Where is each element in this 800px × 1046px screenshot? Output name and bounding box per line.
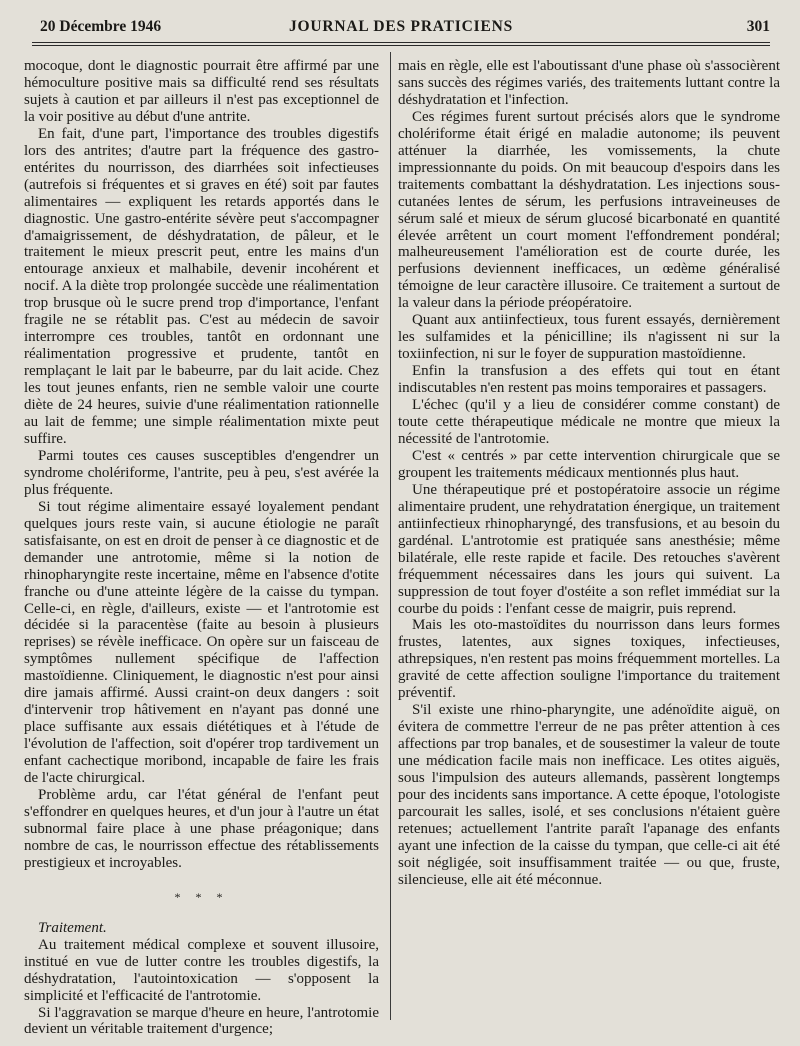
paragraph: C'est « centrés » par cette intervention chirurgicale que se groupent les traitements médicaux mentionnés plus haut. [398,447,780,481]
paragraph: Parmi toutes ces causes susceptibles d'engendrer un syndrome cholériforme, l'antrite, peu à peu, s'est avérée la plus fréquente. [24,447,379,498]
paragraph: Ces régimes furent surtout précisés alors que le syndrome cholériforme était érigé en maladie autonome; ils peuvent atténuer la diarrhée, les vomissements, la chute impressionnante du poids. On mit beaucoup d'espoirs dans les traitements combattant la déshydratation. Les injections sous-cutanées lentes de sérum, les perfusions intraveineuses de sérum salé et mieux de sérum glucosé bicarbonaté en quantité élevée arrêtent un court moment l'effondrement pondéral; malheureusement l'amélioration est de courte durée, les perfusions deviennent inefficaces, un œdème généralisé témoigne de leur caractère illusoire. Ce traitement a surtout de la valeur dans la période préopératoire. [398,108,780,312]
column-divider [390,52,391,1020]
header-page-number: 301 [746,18,770,35]
paragraph: Si tout régime alimentaire essayé loyalement pendant quelques jours reste vain, si aucune étiologie ne paraît satisfaisante, on est en droit de penser à ce diagnostic et de demander une antrotomie, même si la notion de rhinopharyngite reste incertaine, même en l'absence d'otite franche ou d'une atteinte légère de la caisse du tympan. Celle-ci, en règle, d'ailleurs, existe — et l'antrotomie est décidée si la paracentèse (faite au besoin à plusieurs reprises) se révèle inefficace. On opère sur un faisceau de symptômes nullement spécifique de l'affection mastoïdienne. Cliniquement, le diagnostic n'est pour ainsi dire jamais affirmé. Aussi craint-on deux dangers : soit d'intervenir trop hâtivement en n'ayant pas donné une place suffisante aux essais diététiques et à l'étude de l'évolution de l'affection, soit d'opérer trop tardivement un enfant cachectique moribond, incapable de faire les frais de l'acte chirurgical. [24,498,379,787]
running-header [32,18,770,38]
paragraph: mais en règle, elle est l'aboutissant d'une phase où s'associèrent sans succès des régimes variés, des traitements luttant contre la déshydratation et l'infection. [398,58,780,108]
header-date: 20 Décembre 1946 [40,18,162,35]
paragraph: mocoque, dont le diagnostic pourrait être affirmé par une hémoculture positive mais sa difficulté rend ses résultats sujets à caution et par ailleurs il n'est pas exceptionnel de la voir positive au début d'une antrite. [24,58,379,125]
paragraph: Problème ardu, car l'état général de l'enfant peut s'effondrer en quelques heures, et d'un jour à l'autre un état subnormal faire place à une phase préagonique; dans nombre de cas, le nourrisson effectue des rétablissements prestigieux et incroyables. [24,786,379,871]
section-separator-stars: * * * [174,889,229,904]
header-journal-title: JOURNAL DES PRATICIENS [288,18,514,35]
left-column [24,58,379,1038]
paragraph: L'échec (qu'il y a lieu de considérer comme constant) de toute cette thérapeutique médicale ne montre que mieux la nécessité de l'antrotomie. [398,397,780,447]
paragraph: S'il existe une rhino-pharyngite, une adénoïdite aiguë, on évitera de commettre l'erreur de ne pas prêter attention à ces affections par trop banales, et de sousestimer la valeur de toute une médication facile mais non inefficace. Les otites aiguës, sous l'impulsion des auteurs allemands, passèrent longtemps pour des incidents sans importance. A cette époque, l'otologiste parcourait les salles, isolé, et ses conclusions n'étaient guère retenues; actuellement l'antrite paraît l'apanage des enfants ayant une infection de la caisse du tympan, que celle-ci ait été soit négligée, soit insuffisamment traitée — ou que, fruste, silencieuse, elle ait été méconnue. [398,702,780,888]
paragraph: Enfin la transfusion a des effets qui tout en étant indiscutables n'en restent pas moins temporaires et passagers. [398,363,780,397]
section-title: Traitement. [38,919,107,936]
header-rule-thin [32,45,770,46]
paragraph: Au traitement médical complexe et souvent illusoire, institué en vue de lutter contre les troubles digestifs, la déshydratation, l'autointoxication — s'opposent la simplicité et l'efficacité de l'antrotomie. [24,936,379,1004]
paragraph: En fait, d'une part, l'importance des troubles digestifs lors des antrites; d'autre part la fréquence des gastro-entérites du nourrisson, des diarrhées soit infectieuses (autrefois si fréquentes et si graves en été) soit par fautes alimentaires — expliquent les retards apportés dans le diagnostic. Une gastro-entérite sévère peut s'accompagner d'amaigrissement, de déshydratation, de pâleur, et le traitement le mieux prescrit peut, entre les mains d'un entourage anxieux et malhabile, devenir incohérent et nocif. A la diète trop prolongée succède une réalimentation trop brusque où le sucre prend trop d'importance, l'enfant fragile ne se rétablit pas. C'est au médecin de savoir interrompre ces troubles, tantôt en ordonnant une réalimentation progressive et prudente, tantôt en remplaçant le lait par le babeurre, par du lait acide. Chez les tout jeunes enfants, rien ne semble valoir une courte diète de 24 heures, suivie d'une réalimentation rationnelle au lait de femme; une simple réalimentation mixte peut suffire. [24,125,379,447]
paragraph: Si l'aggravation se marque d'heure en heure, l'antrotomie devient un véritable traitement d'urgence; [24,1004,379,1038]
header-rule [32,42,770,43]
right-column [398,58,780,889]
paragraph: Quant aux antiinfectieux, tous furent essayés, dernièrement les sulfamides et la pénicilline; ils n'agissent ni sur la toxiinfection, ni sur le foyer de suppuration mastoïdienne. [398,312,780,363]
paragraph: Mais les oto-mastoïdites du nourrisson dans leurs formes frustes, latentes, aux signes toxiques, infectieuses, athrepsiques, n'en restent pas moins fréquemment mortelles. La gravité de cette affection souligne l'importance du traitement préventif. [398,617,780,702]
paragraph: Une thérapeutique pré et postopératoire associe un régime alimentaire prudent, une rehydratation énergique, un traitement antiinfectieux rhinopharyngé, des transfusions, et au besoin du gardénal. L'antrotomie est pratiquée sans anesthésie; même bilatérale, elle reste rapide et facile. Des retouches s'avèrent fréquemment nécessaires dans les jours qui suivent. La suppression de tout foyer d'ostéite a son reflet immédiat sur la courbe du poids : l'enfant cesse de maigrir, puis reprend. [398,481,780,617]
